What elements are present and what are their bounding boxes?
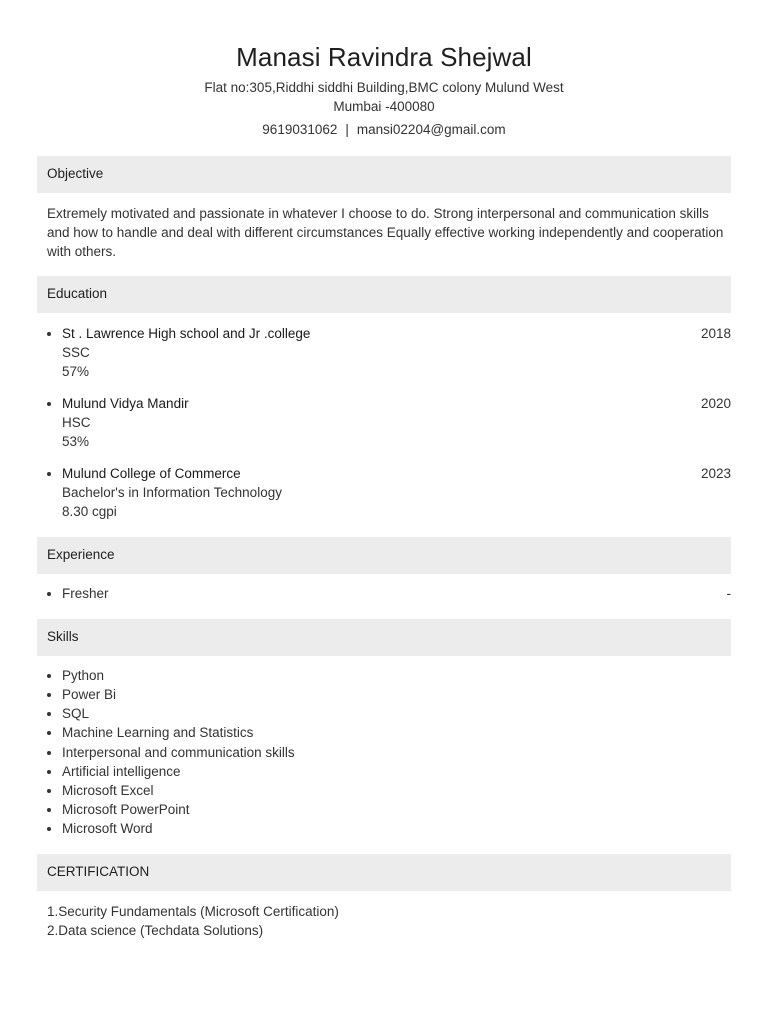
bullet-icon: [47, 332, 51, 336]
skill-label: Artificial intelligence: [62, 764, 181, 779]
section-title: CERTIFICATION: [47, 864, 150, 879]
skill-label: Interpersonal and communication skills: [62, 745, 295, 760]
phone-number: 9619031062: [262, 122, 338, 137]
skill-label: Microsoft Excel: [62, 783, 154, 798]
education-qualification: SSC: [62, 345, 90, 360]
section-header-skills: [37, 619, 731, 656]
address-line-2: Mumbai -400080: [333, 99, 435, 114]
skill-label: Microsoft PowerPoint: [62, 802, 190, 817]
education-score: 8.30 cgpi: [62, 504, 117, 519]
contact-separator: |: [345, 122, 349, 137]
bullet-icon: [47, 827, 51, 831]
certification-item: 1.Security Fundamentals (Microsoft Certification): [47, 904, 339, 919]
section-header-objective: [37, 156, 731, 193]
experience-title: Fresher: [62, 586, 109, 601]
bullet-icon: [47, 693, 51, 697]
section-title: Skills: [47, 629, 79, 644]
certification-item: 2.Data science (Techdata Solutions): [47, 923, 264, 938]
experience-period: -: [726, 586, 731, 601]
contact-line: [0, 122, 768, 137]
email-address[interactable]: mansi02204@gmail.com: [356, 122, 506, 137]
bullet-icon: [47, 751, 51, 755]
skill-label: Power Bi: [62, 687, 117, 702]
education-score: 53%: [62, 434, 90, 449]
candidate-name: Manasi Ravindra Shejwal: [236, 42, 532, 72]
education-score: 57%: [62, 364, 90, 379]
section-title: Objective: [47, 166, 104, 181]
skill-label: SQL: [62, 706, 90, 721]
bullet-icon: [47, 712, 51, 716]
bullet-icon: [47, 808, 51, 812]
bullet-icon: [47, 402, 51, 406]
section-header-experience: [37, 537, 731, 574]
section-header-education: [37, 276, 731, 313]
school-name: St . Lawrence High school and Jr .college: [62, 326, 311, 341]
bullet-icon: [47, 789, 51, 793]
objective-text: Extremely motivated and passionate in whatever I choose to do. Strong interpersonal and communication skills and how to handle and deal with different circumstances Equally effective working independently and cooperation with others.: [47, 206, 724, 260]
bullet-icon: [47, 731, 51, 735]
skill-label: Microsoft Word: [62, 821, 153, 836]
bullet-icon: [47, 592, 51, 596]
section-title: Education: [47, 286, 108, 301]
education-year: 2020: [700, 396, 731, 411]
bullet-icon: [47, 472, 51, 476]
education-qualification: Bachelor's in Information Technology: [62, 485, 282, 500]
section-title: Experience: [47, 547, 115, 562]
bullet-icon: [47, 674, 51, 678]
skill-label: Machine Learning and Statistics: [62, 725, 254, 740]
education-year: 2018: [700, 326, 731, 341]
section-header-certification: [37, 854, 731, 891]
address-line-1: Flat no:305,Riddhi siddhi Building,BMC colony Mulund West: [204, 80, 564, 95]
bullet-icon: [47, 770, 51, 774]
skill-label: Python: [62, 668, 105, 683]
school-name: Mulund Vidya Mandir: [62, 396, 189, 411]
education-qualification: HSC: [62, 415, 91, 430]
school-name: Mulund College of Commerce: [62, 466, 241, 481]
education-year: 2023: [700, 466, 731, 481]
